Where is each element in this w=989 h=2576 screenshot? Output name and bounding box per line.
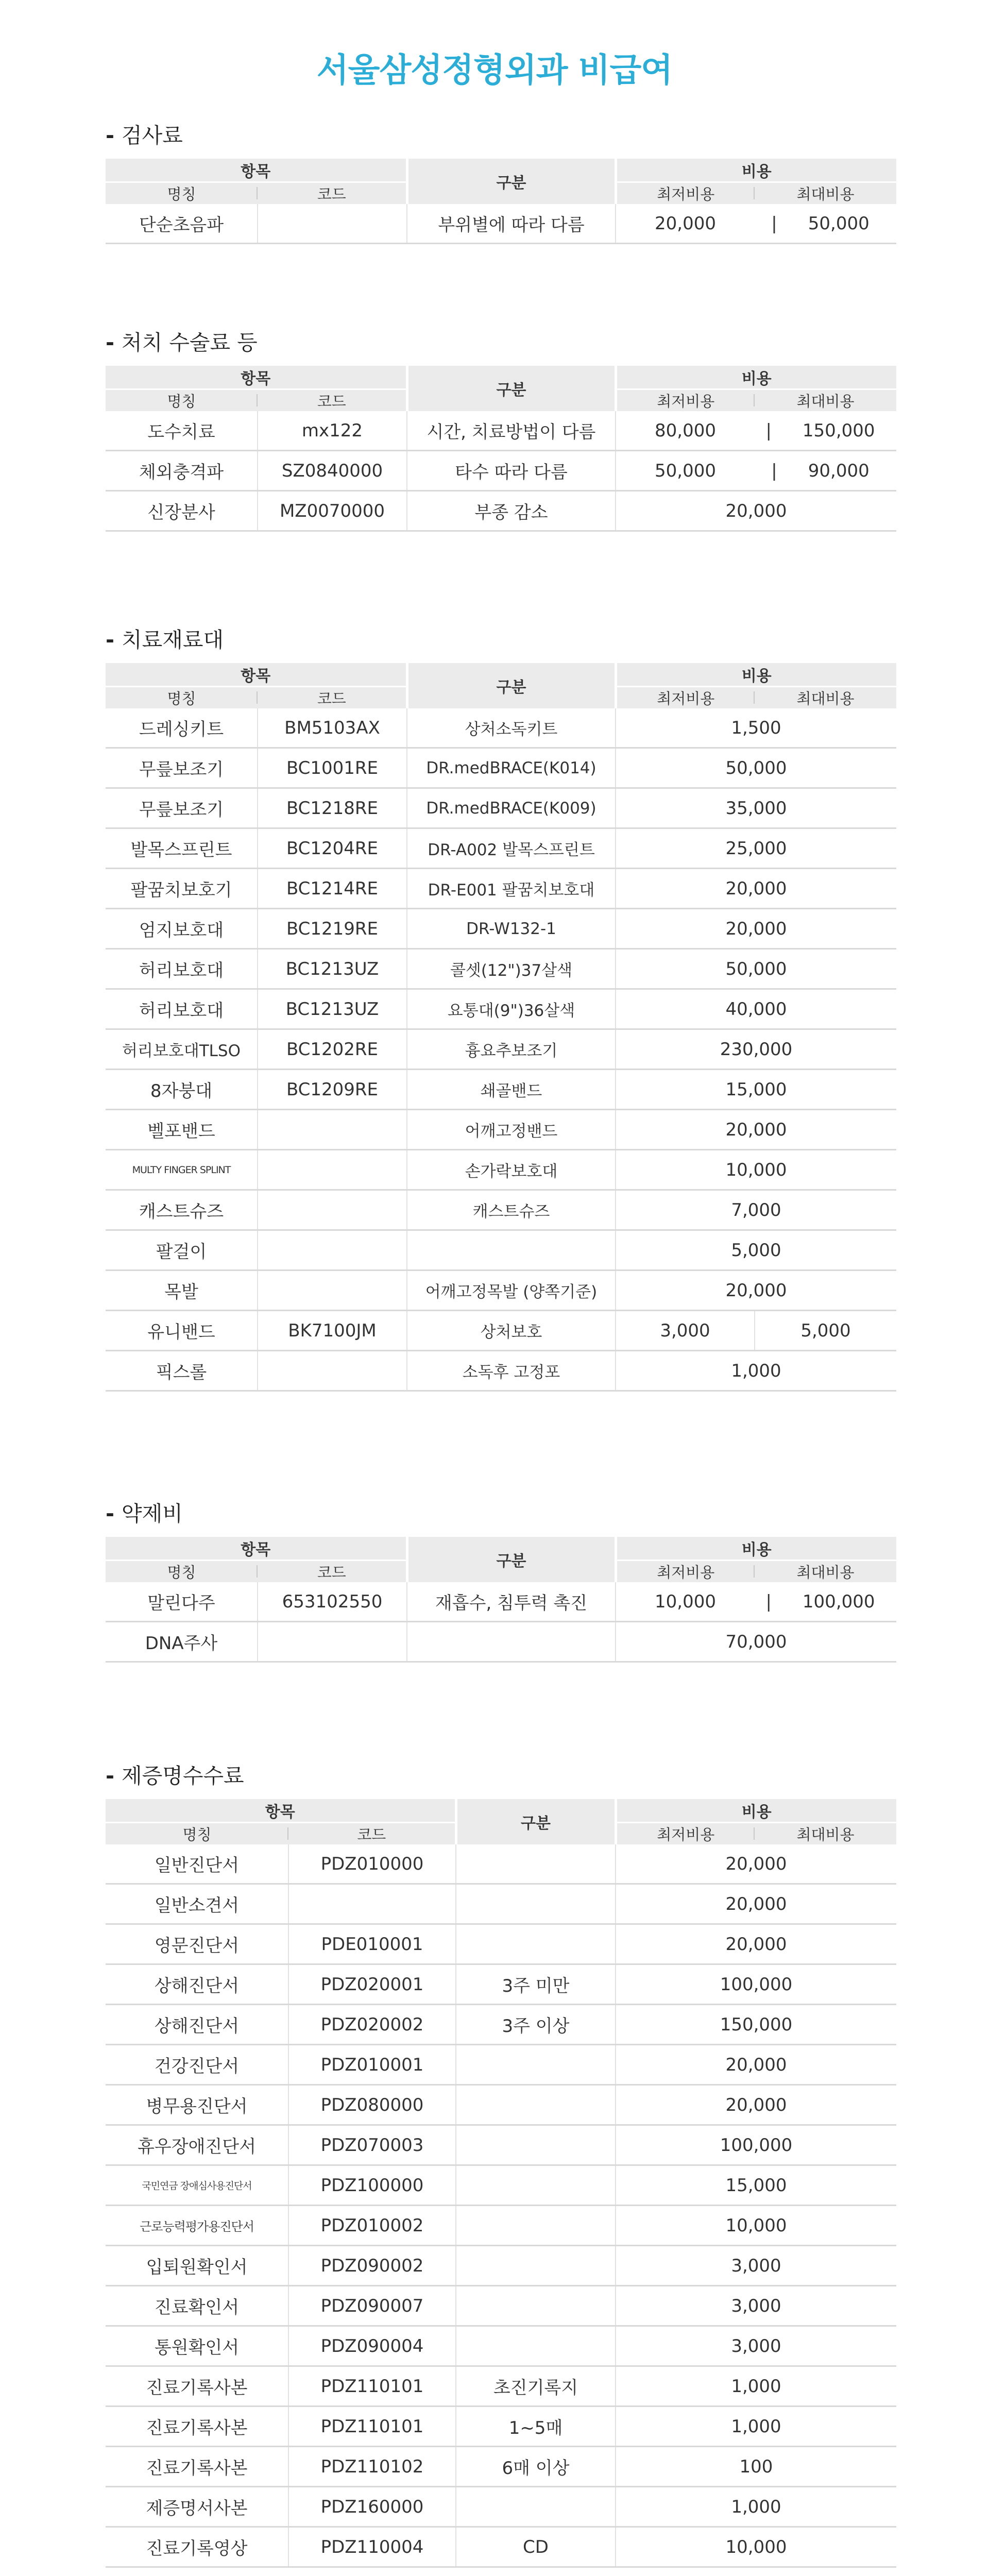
min-cost-value: 20,000 — [655, 213, 716, 234]
cell-code: mx122 — [258, 411, 407, 451]
cell-code: PDZ020001 — [288, 1964, 456, 2005]
section-procedure — [106, 325, 896, 532]
cell-name: 영문진단서 — [106, 1924, 288, 1964]
cell-cost: 15,000 — [616, 1070, 896, 1110]
header-cost: 비용 — [616, 366, 896, 389]
cell-category — [456, 2085, 616, 2125]
table-row — [106, 1110, 896, 1150]
table-row — [106, 2246, 896, 2286]
cell-code: PDZ010002 — [288, 2206, 456, 2246]
cell-code: PDZ110101 — [288, 2366, 456, 2406]
header-category: 구분 — [407, 1537, 616, 1582]
cell-cost: 3,000 — [616, 2326, 896, 2366]
cell-category: 상처소독키트 — [407, 708, 616, 748]
cell-cost: 20,000 — [616, 1844, 896, 1884]
cell-name: 국민연금 장애심사용진단서 — [106, 2165, 288, 2206]
cell-code — [258, 1351, 407, 1391]
header-max-cost: 최대비용 — [755, 1561, 896, 1583]
cell-cost: 70,000 — [616, 1622, 896, 1662]
cell-category: 6매 이상 — [456, 2447, 616, 2487]
cell-category: 상처보호 — [407, 1311, 616, 1351]
cell-code: BC1202RE — [258, 1029, 407, 1070]
cell-category: 쇄골밴드 — [407, 1070, 616, 1110]
cell-category: 1~5매 — [456, 2406, 616, 2447]
header-row — [106, 1537, 896, 1561]
fee-table — [106, 366, 896, 532]
cell-min-cost — [616, 451, 755, 491]
table-row — [106, 2125, 896, 2165]
header-min-cost: 최저비용 — [616, 1823, 755, 1845]
min-cost-value: 3,000 — [660, 1320, 710, 1341]
header-min-cost: 최저비용 — [616, 389, 755, 412]
cell-category: 콜셋(12")37살색 — [407, 949, 616, 989]
cell-cost: 20,000 — [616, 869, 896, 909]
cell-category — [456, 1844, 616, 1884]
section-dash: - — [106, 330, 115, 355]
table-row — [106, 708, 896, 748]
cell-max-cost — [755, 204, 896, 244]
cell-code: PDZ010000 — [288, 1844, 456, 1884]
header-item: 항목 — [106, 1537, 407, 1561]
cell-cost: 10,000 — [616, 1150, 896, 1190]
cell-code — [258, 1150, 407, 1190]
section-title-text: 제증명수수료 — [122, 1764, 244, 1788]
cell-category: 흉요추보조기 — [407, 1029, 616, 1070]
header-cost: 비용 — [616, 1799, 896, 1823]
table-row — [106, 1884, 896, 1924]
cell-name: 픽스롤 — [106, 1351, 258, 1391]
table-row — [106, 869, 896, 909]
cell-category: 어깨고정목발 (양쪽기준) — [407, 1270, 616, 1311]
cell-code: BC1219RE — [258, 909, 407, 949]
header-max-cost: 최대비용 — [755, 1823, 896, 1845]
cell-name: 엄지보호대 — [106, 909, 258, 949]
table-row — [106, 828, 896, 869]
table-row — [106, 2527, 896, 2567]
table-row — [106, 2366, 896, 2406]
cell-name: 병무용진단서 — [106, 2085, 288, 2125]
page-title: 서울삼성정형외과 비급여 — [316, 52, 673, 90]
cell-category: 어깨고정밴드 — [407, 1110, 616, 1150]
header-min-cost: 최저비용 — [616, 687, 755, 709]
cell-cost: 1,000 — [616, 1351, 896, 1391]
table-row — [106, 1070, 896, 1110]
header-row — [106, 366, 896, 389]
cell-name: 체외충격파 — [106, 451, 258, 491]
header-cost: 비용 — [616, 1537, 896, 1561]
cell-category: 요통대(9")36살색 — [407, 989, 616, 1029]
section-title — [106, 1758, 896, 1794]
cell-category: DR.medBRACE(K014) — [407, 748, 616, 788]
section-dash: - — [106, 123, 115, 148]
cell-code — [258, 1190, 407, 1230]
max-cost-value: 5,000 — [800, 1320, 851, 1341]
cell-cost: 150,000 — [616, 2005, 896, 2045]
header-max-cost: 최대비용 — [755, 182, 896, 205]
cell-code: PDZ090002 — [288, 2246, 456, 2286]
cell-cost: 1,500 — [616, 708, 896, 748]
max-cost-value: 90,000 — [808, 460, 869, 481]
header-name: 명칭 — [106, 389, 258, 412]
cell-cost: 1,000 — [616, 2366, 896, 2406]
cell-cost: 7,000 — [616, 1190, 896, 1230]
cell-code: PDZ070003 — [288, 2125, 456, 2165]
header-code: 코드 — [258, 1561, 407, 1583]
cell-code: PDZ010001 — [288, 2045, 456, 2085]
cell-name: 제증명서사본 — [106, 2487, 288, 2527]
cell-category: 시간, 치료방법이 다름 — [407, 411, 616, 451]
cell-category: DR.medBRACE(K009) — [407, 788, 616, 828]
cell-name: 허리보호대 — [106, 989, 258, 1029]
table-row — [106, 748, 896, 788]
cell-code: PDZ160000 — [288, 2487, 456, 2527]
table-row — [106, 1029, 896, 1070]
cell-name: 드레싱키트 — [106, 708, 258, 748]
table-row — [106, 491, 896, 531]
cell-name: 허리보호대TLSO — [106, 1029, 258, 1070]
section-title — [106, 325, 896, 361]
header-max-cost: 최대비용 — [755, 687, 896, 709]
header-min-cost: 최저비용 — [616, 1561, 755, 1583]
cell-category: 소독후 고정포 — [407, 1351, 616, 1391]
fee-table — [106, 1537, 896, 1663]
table-row — [106, 1190, 896, 1230]
cell-category — [456, 2326, 616, 2366]
min-cost-value: 50,000 — [655, 460, 716, 481]
cell-cost: 20,000 — [616, 1884, 896, 1924]
table-row — [106, 2326, 896, 2366]
cell-category: DR-E001 팔꿈치보호대 — [407, 869, 616, 909]
cell-cost: 3,000 — [616, 2246, 896, 2286]
header-code: 코드 — [258, 687, 407, 709]
min-cost-value: 80,000 — [655, 420, 716, 441]
cell-category — [456, 2487, 616, 2527]
cell-min-cost — [616, 1311, 755, 1351]
cell-code — [258, 1110, 407, 1150]
cell-name: 발목스프린트 — [106, 828, 258, 869]
cell-category — [456, 2165, 616, 2206]
cell-category — [456, 2206, 616, 2246]
table-row — [106, 2487, 896, 2527]
cell-category — [456, 1924, 616, 1964]
table-header — [106, 1799, 896, 1844]
section-dash: - — [106, 1764, 115, 1788]
cell-code: BC1001RE — [258, 748, 407, 788]
cell-code: PDZ090007 — [288, 2286, 456, 2326]
header-name: 명칭 — [106, 687, 258, 709]
table-header — [106, 159, 896, 204]
header-cost: 비용 — [616, 159, 896, 182]
cell-cost: 10,000 — [616, 2206, 896, 2246]
max-cost-value: 50,000 — [808, 213, 869, 234]
cell-code: BC1214RE — [258, 869, 407, 909]
table-row — [106, 1844, 896, 1884]
cell-name: 8자붕대 — [106, 1070, 258, 1110]
cell-category — [456, 2246, 616, 2286]
cell-name: 말린다주 — [106, 1582, 258, 1622]
header-item: 항목 — [106, 663, 407, 687]
cell-name: 진료확인서 — [106, 2286, 288, 2326]
section-title-text: 검사료 — [122, 123, 183, 148]
cell-name: 벨포밴드 — [106, 1110, 258, 1150]
cell-cost: 20,000 — [616, 2085, 896, 2125]
cell-name: 일반소견서 — [106, 1884, 288, 1924]
cell-cost: 50,000 — [616, 748, 896, 788]
cell-name: 휴우장애진단서 — [106, 2125, 288, 2165]
max-cost-value: 150,000 — [802, 420, 875, 441]
cell-cost: 20,000 — [616, 1270, 896, 1311]
max-cost-value: 100,000 — [802, 1591, 875, 1612]
table-row — [106, 204, 896, 244]
cell-name: 유니밴드 — [106, 1311, 258, 1351]
cell-code: PDZ110101 — [288, 2406, 456, 2447]
cell-category: 3주 미만 — [456, 1964, 616, 2005]
cell-code — [258, 204, 407, 244]
range-separator: | — [771, 213, 777, 234]
cell-code — [288, 1884, 456, 1924]
cell-category: 손가락보호대 — [407, 1150, 616, 1190]
table-row — [106, 1230, 896, 1270]
header-name: 명칭 — [106, 1823, 288, 1845]
cell-category — [456, 1884, 616, 1924]
cell-code — [258, 1270, 407, 1311]
cell-category: 타수 따라 다름 — [407, 451, 616, 491]
cell-category — [456, 2286, 616, 2326]
table-row — [106, 1924, 896, 1964]
range-separator: | — [765, 420, 772, 441]
section-dash: - — [106, 628, 115, 652]
section-drugs — [106, 1496, 896, 1663]
cell-name: 목발 — [106, 1270, 258, 1311]
cell-code: PDZ080000 — [288, 2085, 456, 2125]
table-row — [106, 1351, 896, 1391]
cell-cost: 20,000 — [616, 491, 896, 531]
cell-name: 단순초음파 — [106, 204, 258, 244]
cell-name: 진료기록사본 — [106, 2406, 288, 2447]
cell-cost: 100 — [616, 2447, 896, 2487]
range-separator: | — [765, 1591, 772, 1612]
table-row — [106, 1270, 896, 1311]
section-title — [106, 1496, 896, 1532]
cell-category: DR-W132-1 — [407, 909, 616, 949]
cell-category: 부종 감소 — [407, 491, 616, 531]
cell-name: 상해진단서 — [106, 2005, 288, 2045]
cell-category: 초진기록지 — [456, 2366, 616, 2406]
cell-name: 도수치료 — [106, 411, 258, 451]
table-row — [106, 949, 896, 989]
table-row — [106, 1964, 896, 2005]
header-code: 코드 — [258, 389, 407, 412]
cell-code: 653102550 — [258, 1582, 407, 1622]
section-title-text: 약제비 — [122, 1501, 183, 1526]
table-row — [106, 2045, 896, 2085]
header-row — [106, 1799, 896, 1823]
header-name: 명칭 — [106, 182, 258, 205]
header-cost: 비용 — [616, 663, 896, 687]
table-row — [106, 2406, 896, 2447]
table-row — [106, 1582, 896, 1622]
cell-category: CD — [456, 2527, 616, 2567]
cell-name: 일반진단서 — [106, 1844, 288, 1884]
cell-category — [407, 1230, 616, 1270]
header-item: 항목 — [106, 159, 407, 182]
header-category: 구분 — [407, 159, 616, 204]
header-code: 코드 — [288, 1823, 456, 1845]
header-row — [106, 663, 896, 687]
section-title — [106, 622, 896, 658]
cell-cost: 5,000 — [616, 1230, 896, 1270]
cell-category — [456, 2125, 616, 2165]
table-row — [106, 2286, 896, 2326]
cell-cost: 20,000 — [616, 1924, 896, 1964]
table-row — [106, 788, 896, 828]
cell-cost: 1,000 — [616, 2487, 896, 2527]
cell-max-cost — [755, 1582, 896, 1622]
cell-category — [456, 2045, 616, 2085]
cell-min-cost — [616, 411, 755, 451]
table-row — [106, 1622, 896, 1662]
cell-name: 캐스트슈즈 — [106, 1190, 258, 1230]
cell-min-cost — [616, 204, 755, 244]
table-row — [106, 1311, 896, 1351]
cell-name: 팔걸이 — [106, 1230, 258, 1270]
section-exam — [106, 117, 896, 244]
table-row — [106, 2447, 896, 2487]
table-header — [106, 1537, 896, 1582]
cell-cost: 230,000 — [616, 1029, 896, 1070]
cell-code: PDZ110004 — [288, 2527, 456, 2567]
cell-name: 진료기록영상 — [106, 2527, 288, 2567]
table-row — [106, 411, 896, 451]
cell-name: 무릎보조기 — [106, 788, 258, 828]
section-title-text: 처치 수술료 등 — [122, 330, 258, 355]
cell-name: MULTY FINGER SPLINT — [106, 1150, 258, 1190]
cell-code: PDE010001 — [288, 1924, 456, 1964]
cell-cost: 1,000 — [616, 2406, 896, 2447]
cell-cost: 3,000 — [616, 2286, 896, 2326]
cell-cost: 10,000 — [616, 2527, 896, 2567]
header-code: 코드 — [258, 182, 407, 205]
cell-cost: 100,000 — [616, 1964, 896, 2005]
fee-table — [106, 1799, 896, 2568]
header-max-cost: 최대비용 — [755, 389, 896, 412]
min-cost-value: 10,000 — [655, 1591, 716, 1612]
table-row — [106, 2005, 896, 2045]
cell-name: 신장분사 — [106, 491, 258, 531]
table-row — [106, 989, 896, 1029]
cell-code: SZ0840000 — [258, 451, 407, 491]
cell-cost: 100,000 — [616, 2125, 896, 2165]
table-header — [106, 663, 896, 708]
cell-name: 팔꿈치보호기 — [106, 869, 258, 909]
table-row — [106, 2206, 896, 2246]
cell-name: 허리보호대 — [106, 949, 258, 989]
table-row — [106, 451, 896, 491]
cell-category: 3주 이상 — [456, 2005, 616, 2045]
cell-name: 상해진단서 — [106, 1964, 288, 2005]
cell-name: 건강진단서 — [106, 2045, 288, 2085]
cell-name: 입퇴원확인서 — [106, 2246, 288, 2286]
cell-code: BC1209RE — [258, 1070, 407, 1110]
cell-code: BC1213UZ — [258, 989, 407, 1029]
header-min-cost: 최저비용 — [616, 182, 755, 205]
cell-code — [258, 1622, 407, 1662]
cell-name: 근로능력평가용진단서 — [106, 2206, 288, 2246]
cell-cost: 15,000 — [616, 2165, 896, 2206]
section-dash: - — [106, 1501, 115, 1526]
cell-code — [258, 1230, 407, 1270]
cell-code: PDZ090004 — [288, 2326, 456, 2366]
cell-name: 진료기록사본 — [106, 2366, 288, 2406]
section-materials — [106, 622, 896, 1392]
header-item: 항목 — [106, 366, 407, 389]
range-separator: | — [771, 460, 777, 481]
cell-code: PDZ110102 — [288, 2447, 456, 2487]
header-name: 명칭 — [106, 1561, 258, 1583]
fee-table — [106, 663, 896, 1392]
cell-code: BC1218RE — [258, 788, 407, 828]
cell-min-cost — [616, 1582, 755, 1622]
header-item: 항목 — [106, 1799, 456, 1823]
section-certificates — [106, 1758, 896, 2568]
header-category: 구분 — [456, 1799, 616, 1844]
cell-cost: 20,000 — [616, 909, 896, 949]
cell-max-cost — [755, 1311, 896, 1351]
table-row — [106, 1150, 896, 1190]
section-title — [106, 117, 896, 154]
cell-cost: 50,000 — [616, 949, 896, 989]
cell-code: BM5103AX — [258, 708, 407, 748]
fee-table — [106, 159, 896, 244]
table-row — [106, 2165, 896, 2206]
cell-max-cost — [755, 451, 896, 491]
cell-category: DR-A002 발목스프린트 — [407, 828, 616, 869]
cell-code: MZ0070000 — [258, 491, 407, 531]
cell-category: 재흡수, 침투력 촉진 — [407, 1582, 616, 1622]
cell-code: BC1204RE — [258, 828, 407, 869]
cell-category: 부위별에 따라 다름 — [407, 204, 616, 244]
table-row — [106, 2085, 896, 2125]
cell-cost: 20,000 — [616, 1110, 896, 1150]
cell-code: BK7100JM — [258, 1311, 407, 1351]
cell-name: 무릎보조기 — [106, 748, 258, 788]
cell-cost: 25,000 — [616, 828, 896, 869]
cell-code: PDZ020002 — [288, 2005, 456, 2045]
header-category: 구분 — [407, 366, 616, 411]
cell-cost: 40,000 — [616, 989, 896, 1029]
cell-category: 캐스트슈즈 — [407, 1190, 616, 1230]
cell-category — [407, 1622, 616, 1662]
section-title-text: 치료재료대 — [122, 628, 224, 652]
cell-code: BC1213UZ — [258, 949, 407, 989]
cell-code: PDZ100000 — [288, 2165, 456, 2206]
cell-cost: 20,000 — [616, 2045, 896, 2085]
header-row — [106, 159, 896, 182]
table-header — [106, 366, 896, 411]
cell-name: 통원확인서 — [106, 2326, 288, 2366]
cell-max-cost — [755, 411, 896, 451]
cell-name: DNA주사 — [106, 1622, 258, 1662]
cell-name: 진료기록사본 — [106, 2447, 288, 2487]
cell-cost: 35,000 — [616, 788, 896, 828]
table-row — [106, 909, 896, 949]
header-category: 구분 — [407, 663, 616, 708]
